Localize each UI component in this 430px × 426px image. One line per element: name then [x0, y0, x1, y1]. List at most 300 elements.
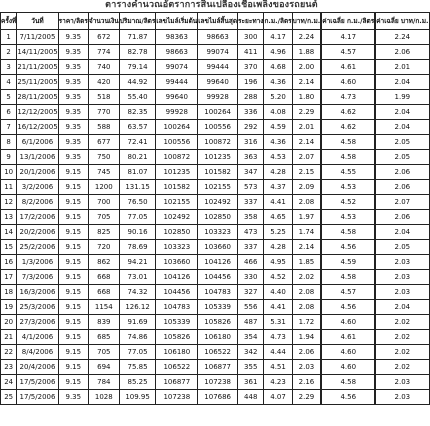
cell-row-no[interactable]: 12 — [1, 195, 17, 210]
cell-baht-per-km[interactable]: 2.01 — [292, 120, 321, 135]
cell-avg-km-per-liter[interactable]: 4.55 — [322, 165, 375, 180]
cell-km-per-liter[interactable]: 4.52 — [264, 270, 292, 285]
cell-date[interactable]: 20/2/2006 — [17, 225, 58, 240]
cell-distance[interactable]: 448 — [238, 390, 264, 405]
cell-mile-start[interactable]: 100264 — [156, 120, 198, 135]
cell-price[interactable]: 9.35 — [58, 60, 88, 75]
cell-mile-end[interactable]: 105826 — [198, 315, 238, 330]
cell-avg-km-per-liter[interactable]: 4.17 — [322, 30, 375, 45]
cell-distance[interactable]: 327 — [238, 285, 264, 300]
cell-avg-baht-per-km[interactable]: 2.06 — [376, 165, 429, 180]
cell-row-no[interactable]: 5 — [1, 90, 17, 105]
cell-amount[interactable]: 705 — [88, 210, 119, 225]
cell-amount[interactable]: 1028 — [88, 390, 119, 405]
cell-km-per-liter[interactable]: 4.53 — [264, 150, 292, 165]
cell-liters[interactable]: 131.15 — [119, 180, 156, 195]
cell-liters[interactable]: 76.50 — [119, 195, 156, 210]
cell-mile-start[interactable]: 98663 — [156, 45, 198, 60]
cell-km-per-liter[interactable]: 4.44 — [264, 345, 292, 360]
cell-liters[interactable]: 90.16 — [119, 225, 156, 240]
cell-mile-end[interactable]: 100556 — [198, 120, 238, 135]
cell-mile-end[interactable]: 106877 — [198, 360, 238, 375]
cell-amount[interactable]: 685 — [88, 330, 119, 345]
cell-avg-baht-per-km[interactable]: 2.05 — [376, 135, 429, 150]
cell-baht-per-km[interactable]: 2.08 — [292, 300, 321, 315]
cell-row-no[interactable]: 9 — [1, 150, 17, 165]
cell-liters[interactable]: 91.69 — [119, 315, 156, 330]
cell-row-no[interactable]: 20 — [1, 315, 17, 330]
cell-amount[interactable]: 1154 — [88, 300, 119, 315]
cell-avg-baht-per-km[interactable]: 1.99 — [376, 90, 429, 105]
cell-km-per-liter[interactable]: 4.41 — [264, 195, 292, 210]
cell-row-no[interactable]: 11 — [1, 180, 17, 195]
cell-avg-km-per-liter[interactable]: 4.58 — [322, 135, 375, 150]
cell-distance[interactable]: 358 — [238, 210, 264, 225]
cell-price[interactable]: 9.15 — [58, 165, 88, 180]
cell-date[interactable]: 7/11/2005 — [17, 30, 58, 45]
cell-row-no[interactable]: 2 — [1, 45, 17, 60]
cell-price[interactable]: 9.35 — [58, 390, 88, 405]
cell-liters[interactable]: 44.92 — [119, 75, 156, 90]
cell-baht-per-km[interactable]: 2.09 — [292, 180, 321, 195]
cell-km-per-liter[interactable]: 4.68 — [264, 60, 292, 75]
cell-km-per-liter[interactable]: 4.95 — [264, 255, 292, 270]
cell-liters[interactable]: 77.05 — [119, 345, 156, 360]
cell-mile-start[interactable]: 106877 — [156, 375, 198, 390]
cell-mile-start[interactable]: 106522 — [156, 360, 198, 375]
cell-price[interactable]: 9.15 — [58, 330, 88, 345]
cell-price[interactable]: 9.15 — [58, 360, 88, 375]
cell-mile-end[interactable]: 100872 — [198, 135, 238, 150]
cell-avg-km-per-liter[interactable]: 4.58 — [322, 375, 375, 390]
cell-mile-start[interactable]: 100872 — [156, 150, 198, 165]
cell-amount[interactable]: 518 — [88, 90, 119, 105]
cell-mile-end[interactable]: 102850 — [198, 210, 238, 225]
cell-date[interactable]: 25/11/2005 — [17, 75, 58, 90]
cell-row-no[interactable]: 3 — [1, 60, 17, 75]
cell-amount[interactable]: 774 — [88, 45, 119, 60]
cell-date[interactable]: 16/3/2006 — [17, 285, 58, 300]
cell-distance[interactable]: 300 — [238, 30, 264, 45]
cell-distance[interactable]: 355 — [238, 360, 264, 375]
cell-row-no[interactable]: 10 — [1, 165, 17, 180]
cell-date[interactable]: 3/2/2006 — [17, 180, 58, 195]
cell-distance[interactable]: 337 — [238, 240, 264, 255]
cell-amount[interactable]: 420 — [88, 75, 119, 90]
cell-liters[interactable]: 73.01 — [119, 270, 156, 285]
cell-amount[interactable]: 839 — [88, 315, 119, 330]
cell-distance[interactable]: 466 — [238, 255, 264, 270]
cell-avg-km-per-liter[interactable]: 4.57 — [322, 45, 375, 60]
cell-km-per-liter[interactable]: 4.17 — [264, 30, 292, 45]
cell-amount[interactable]: 784 — [88, 375, 119, 390]
cell-avg-km-per-liter[interactable]: 4.73 — [322, 90, 375, 105]
cell-avg-baht-per-km[interactable]: 2.04 — [376, 105, 429, 120]
cell-baht-per-km[interactable]: 2.24 — [292, 30, 321, 45]
cell-date[interactable]: 8/4/2006 — [17, 345, 58, 360]
cell-liters[interactable]: 109.95 — [119, 390, 156, 405]
cell-mile-end[interactable]: 99928 — [198, 90, 238, 105]
cell-avg-baht-per-km[interactable]: 2.02 — [376, 315, 429, 330]
cell-price[interactable]: 9.15 — [58, 255, 88, 270]
cell-row-no[interactable]: 19 — [1, 300, 17, 315]
cell-km-per-liter[interactable]: 4.28 — [264, 240, 292, 255]
cell-avg-baht-per-km[interactable]: 2.04 — [376, 120, 429, 135]
cell-distance[interactable]: 196 — [238, 75, 264, 90]
cell-baht-per-km[interactable]: 2.14 — [292, 240, 321, 255]
cell-distance[interactable]: 337 — [238, 195, 264, 210]
cell-price[interactable]: 9.15 — [58, 210, 88, 225]
cell-row-no[interactable]: 25 — [1, 390, 17, 405]
cell-avg-baht-per-km[interactable]: 2.03 — [376, 255, 429, 270]
cell-km-per-liter[interactable]: 4.59 — [264, 120, 292, 135]
cell-date[interactable]: 17/5/2006 — [17, 390, 58, 405]
cell-date[interactable]: 28/11/2005 — [17, 90, 58, 105]
cell-avg-baht-per-km[interactable]: 2.05 — [376, 150, 429, 165]
cell-row-no[interactable]: 22 — [1, 345, 17, 360]
cell-date[interactable]: 20/4/2006 — [17, 360, 58, 375]
cell-distance[interactable]: 336 — [238, 105, 264, 120]
cell-row-no[interactable]: 18 — [1, 285, 17, 300]
cell-mile-start[interactable]: 107238 — [156, 390, 198, 405]
cell-price[interactable]: 9.15 — [58, 225, 88, 240]
cell-km-per-liter[interactable]: 4.41 — [264, 300, 292, 315]
cell-date[interactable]: 17/5/2006 — [17, 375, 58, 390]
cell-mile-start[interactable]: 103660 — [156, 255, 198, 270]
cell-distance[interactable]: 361 — [238, 375, 264, 390]
cell-distance[interactable]: 556 — [238, 300, 264, 315]
cell-amount[interactable]: 750 — [88, 150, 119, 165]
cell-avg-km-per-liter[interactable]: 4.60 — [322, 75, 375, 90]
cell-avg-km-per-liter[interactable]: 4.61 — [322, 330, 375, 345]
cell-mile-end[interactable]: 99444 — [198, 60, 238, 75]
cell-mile-end[interactable]: 103323 — [198, 225, 238, 240]
cell-avg-km-per-liter[interactable]: 4.52 — [322, 195, 375, 210]
cell-distance[interactable]: 347 — [238, 165, 264, 180]
cell-avg-km-per-liter[interactable]: 4.53 — [322, 180, 375, 195]
cell-distance[interactable]: 292 — [238, 120, 264, 135]
cell-mile-end[interactable]: 107238 — [198, 375, 238, 390]
cell-avg-baht-per-km[interactable]: 2.03 — [376, 375, 429, 390]
cell-mile-end[interactable]: 98663 — [198, 30, 238, 45]
cell-avg-km-per-liter[interactable]: 4.56 — [322, 240, 375, 255]
cell-mile-end[interactable]: 104456 — [198, 270, 238, 285]
cell-avg-baht-per-km[interactable]: 2.03 — [376, 390, 429, 405]
cell-mile-end[interactable]: 106522 — [198, 345, 238, 360]
cell-mile-start[interactable]: 99640 — [156, 90, 198, 105]
cell-baht-per-km[interactable]: 1.97 — [292, 210, 321, 225]
cell-date[interactable]: 16/12/2005 — [17, 120, 58, 135]
cell-price[interactable]: 9.15 — [58, 195, 88, 210]
cell-price[interactable]: 9.15 — [58, 315, 88, 330]
cell-baht-per-km[interactable]: 1.74 — [292, 225, 321, 240]
cell-mile-start[interactable]: 105826 — [156, 330, 198, 345]
cell-mile-end[interactable]: 99640 — [198, 75, 238, 90]
cell-price[interactable]: 9.35 — [58, 30, 88, 45]
cell-distance[interactable]: 370 — [238, 60, 264, 75]
cell-avg-baht-per-km[interactable]: 2.01 — [376, 60, 429, 75]
cell-liters[interactable]: 63.57 — [119, 120, 156, 135]
cell-date[interactable]: 13/1/2006 — [17, 150, 58, 165]
cell-amount[interactable]: 745 — [88, 165, 119, 180]
cell-row-no[interactable]: 16 — [1, 255, 17, 270]
cell-avg-km-per-liter[interactable]: 4.56 — [322, 390, 375, 405]
cell-distance[interactable]: 473 — [238, 225, 264, 240]
cell-amount[interactable]: 668 — [88, 285, 119, 300]
cell-amount[interactable]: 672 — [88, 30, 119, 45]
cell-baht-per-km[interactable]: 1.72 — [292, 315, 321, 330]
cell-distance[interactable]: 316 — [238, 135, 264, 150]
cell-mile-start[interactable]: 101582 — [156, 180, 198, 195]
cell-km-per-liter[interactable]: 4.65 — [264, 210, 292, 225]
cell-km-per-liter[interactable]: 4.36 — [264, 75, 292, 90]
cell-avg-baht-per-km[interactable]: 2.02 — [376, 330, 429, 345]
cell-date[interactable]: 27/3/2006 — [17, 315, 58, 330]
cell-mile-start[interactable]: 98363 — [156, 30, 198, 45]
cell-baht-per-km[interactable]: 1.80 — [292, 90, 321, 105]
cell-avg-km-per-liter[interactable]: 4.58 — [322, 270, 375, 285]
cell-mile-end[interactable]: 100264 — [198, 105, 238, 120]
cell-row-no[interactable]: 7 — [1, 120, 17, 135]
cell-km-per-liter[interactable]: 5.25 — [264, 225, 292, 240]
cell-avg-baht-per-km[interactable]: 2.04 — [376, 75, 429, 90]
cell-date[interactable]: 25/3/2006 — [17, 300, 58, 315]
cell-row-no[interactable]: 24 — [1, 375, 17, 390]
cell-mile-end[interactable]: 107686 — [198, 390, 238, 405]
cell-baht-per-km[interactable]: 2.15 — [292, 165, 321, 180]
cell-mile-end[interactable]: 101582 — [198, 165, 238, 180]
cell-distance[interactable]: 288 — [238, 90, 264, 105]
cell-mile-end[interactable]: 104126 — [198, 255, 238, 270]
cell-distance[interactable]: 363 — [238, 150, 264, 165]
cell-distance[interactable]: 342 — [238, 345, 264, 360]
cell-km-per-liter[interactable]: 5.20 — [264, 90, 292, 105]
cell-avg-km-per-liter[interactable]: 4.61 — [322, 60, 375, 75]
cell-liters[interactable]: 80.21 — [119, 150, 156, 165]
cell-avg-baht-per-km[interactable]: 2.07 — [376, 195, 429, 210]
cell-avg-baht-per-km[interactable]: 2.02 — [376, 360, 429, 375]
cell-mile-start[interactable]: 106180 — [156, 345, 198, 360]
cell-date[interactable]: 8/2/2006 — [17, 195, 58, 210]
cell-liters[interactable]: 126.12 — [119, 300, 156, 315]
cell-mile-start[interactable]: 103323 — [156, 240, 198, 255]
cell-baht-per-km[interactable]: 2.06 — [292, 345, 321, 360]
cell-avg-km-per-liter[interactable]: 4.59 — [322, 255, 375, 270]
cell-liters[interactable]: 71.87 — [119, 30, 156, 45]
cell-km-per-liter[interactable]: 4.36 — [264, 135, 292, 150]
cell-avg-baht-per-km[interactable]: 2.06 — [376, 180, 429, 195]
cell-avg-baht-per-km[interactable]: 2.05 — [376, 240, 429, 255]
cell-price[interactable]: 9.35 — [58, 105, 88, 120]
cell-mile-end[interactable]: 104783 — [198, 285, 238, 300]
cell-mile-end[interactable]: 102155 — [198, 180, 238, 195]
cell-distance[interactable]: 330 — [238, 270, 264, 285]
cell-mile-end[interactable]: 103660 — [198, 240, 238, 255]
cell-avg-km-per-liter[interactable]: 4.56 — [322, 300, 375, 315]
cell-mile-end[interactable]: 105339 — [198, 300, 238, 315]
cell-km-per-liter[interactable]: 4.73 — [264, 330, 292, 345]
cell-km-per-liter[interactable]: 4.08 — [264, 105, 292, 120]
cell-avg-km-per-liter[interactable]: 4.57 — [322, 285, 375, 300]
cell-amount[interactable]: 740 — [88, 60, 119, 75]
cell-mile-start[interactable]: 102155 — [156, 195, 198, 210]
cell-mile-start[interactable]: 100556 — [156, 135, 198, 150]
cell-mile-start[interactable]: 102492 — [156, 210, 198, 225]
cell-amount[interactable]: 720 — [88, 240, 119, 255]
cell-date[interactable]: 20/1/2006 — [17, 165, 58, 180]
cell-amount[interactable]: 668 — [88, 270, 119, 285]
cell-distance[interactable]: 354 — [238, 330, 264, 345]
cell-liters[interactable]: 55.40 — [119, 90, 156, 105]
cell-baht-per-km[interactable]: 1.85 — [292, 255, 321, 270]
cell-liters[interactable]: 74.32 — [119, 285, 156, 300]
cell-km-per-liter[interactable]: 4.23 — [264, 375, 292, 390]
cell-liters[interactable]: 74.86 — [119, 330, 156, 345]
cell-amount[interactable]: 705 — [88, 345, 119, 360]
cell-distance[interactable]: 573 — [238, 180, 264, 195]
cell-baht-per-km[interactable]: 2.02 — [292, 270, 321, 285]
cell-date[interactable]: 17/2/2006 — [17, 210, 58, 225]
cell-baht-per-km[interactable]: 2.00 — [292, 60, 321, 75]
cell-baht-per-km[interactable]: 2.08 — [292, 195, 321, 210]
cell-amount[interactable]: 862 — [88, 255, 119, 270]
cell-row-no[interactable]: 14 — [1, 225, 17, 240]
cell-row-no[interactable]: 21 — [1, 330, 17, 345]
cell-price[interactable]: 9.15 — [58, 240, 88, 255]
cell-mile-start[interactable]: 104456 — [156, 285, 198, 300]
cell-avg-km-per-liter[interactable]: 4.62 — [322, 120, 375, 135]
cell-liters[interactable]: 94.21 — [119, 255, 156, 270]
cell-baht-per-km[interactable]: 2.29 — [292, 390, 321, 405]
cell-km-per-liter[interactable]: 4.40 — [264, 285, 292, 300]
cell-liters[interactable]: 82.78 — [119, 45, 156, 60]
cell-price[interactable]: 9.15 — [58, 270, 88, 285]
cell-baht-per-km[interactable]: 1.88 — [292, 45, 321, 60]
cell-liters[interactable]: 77.05 — [119, 210, 156, 225]
cell-km-per-liter[interactable]: 4.96 — [264, 45, 292, 60]
cell-price[interactable]: 9.15 — [58, 300, 88, 315]
cell-liters[interactable]: 78.69 — [119, 240, 156, 255]
cell-avg-baht-per-km[interactable]: 2.06 — [376, 210, 429, 225]
cell-price[interactable]: 9.15 — [58, 180, 88, 195]
cell-liters[interactable]: 75.85 — [119, 360, 156, 375]
cell-price[interactable]: 9.15 — [58, 285, 88, 300]
cell-avg-baht-per-km[interactable]: 2.04 — [376, 225, 429, 240]
cell-amount[interactable]: 1200 — [88, 180, 119, 195]
cell-avg-baht-per-km[interactable]: 2.06 — [376, 45, 429, 60]
cell-avg-baht-per-km[interactable]: 2.24 — [376, 30, 429, 45]
cell-price[interactable]: 9.35 — [58, 90, 88, 105]
cell-row-no[interactable]: 1 — [1, 30, 17, 45]
cell-amount[interactable]: 694 — [88, 360, 119, 375]
cell-avg-km-per-liter[interactable]: 4.60 — [322, 315, 375, 330]
cell-price[interactable]: 9.35 — [58, 45, 88, 60]
cell-mile-end[interactable]: 102492 — [198, 195, 238, 210]
cell-km-per-liter[interactable]: 4.28 — [264, 165, 292, 180]
cell-km-per-liter[interactable]: 4.37 — [264, 180, 292, 195]
cell-date[interactable]: 14/11/2005 — [17, 45, 58, 60]
cell-row-no[interactable]: 13 — [1, 210, 17, 225]
cell-row-no[interactable]: 6 — [1, 105, 17, 120]
cell-liters[interactable]: 82.35 — [119, 105, 156, 120]
cell-amount[interactable]: 588 — [88, 120, 119, 135]
cell-price[interactable]: 9.35 — [58, 75, 88, 90]
cell-price[interactable]: 9.35 — [58, 150, 88, 165]
cell-mile-start[interactable]: 99074 — [156, 60, 198, 75]
cell-amount[interactable]: 677 — [88, 135, 119, 150]
cell-row-no[interactable]: 15 — [1, 240, 17, 255]
cell-date[interactable]: 21/11/2005 — [17, 60, 58, 75]
cell-avg-baht-per-km[interactable]: 2.02 — [376, 345, 429, 360]
cell-row-no[interactable]: 4 — [1, 75, 17, 90]
cell-liters[interactable]: 81.07 — [119, 165, 156, 180]
cell-date[interactable]: 25/2/2006 — [17, 240, 58, 255]
cell-mile-end[interactable]: 106180 — [198, 330, 238, 345]
cell-avg-baht-per-km[interactable]: 2.03 — [376, 270, 429, 285]
cell-row-no[interactable]: 17 — [1, 270, 17, 285]
cell-liters[interactable]: 79.14 — [119, 60, 156, 75]
cell-avg-baht-per-km[interactable]: 2.04 — [376, 300, 429, 315]
cell-km-per-liter[interactable]: 5.31 — [264, 315, 292, 330]
cell-baht-per-km[interactable]: 2.29 — [292, 105, 321, 120]
cell-amount[interactable]: 770 — [88, 105, 119, 120]
cell-mile-start[interactable]: 99928 — [156, 105, 198, 120]
cell-price[interactable]: 9.35 — [58, 120, 88, 135]
cell-mile-end[interactable]: 101235 — [198, 150, 238, 165]
cell-baht-per-km[interactable]: 2.07 — [292, 150, 321, 165]
cell-liters[interactable]: 72.41 — [119, 135, 156, 150]
cell-mile-start[interactable]: 99444 — [156, 75, 198, 90]
cell-baht-per-km[interactable]: 2.14 — [292, 135, 321, 150]
cell-baht-per-km[interactable]: 2.14 — [292, 75, 321, 90]
cell-liters[interactable]: 85.25 — [119, 375, 156, 390]
cell-price[interactable]: 9.35 — [58, 135, 88, 150]
cell-baht-per-km[interactable]: 2.03 — [292, 360, 321, 375]
cell-mile-start[interactable]: 104783 — [156, 300, 198, 315]
cell-baht-per-km[interactable]: 1.94 — [292, 330, 321, 345]
cell-price[interactable]: 9.15 — [58, 375, 88, 390]
cell-km-per-liter[interactable]: 4.51 — [264, 360, 292, 375]
cell-mile-end[interactable]: 99074 — [198, 45, 238, 60]
cell-row-no[interactable]: 8 — [1, 135, 17, 150]
cell-avg-km-per-liter[interactable]: 4.62 — [322, 105, 375, 120]
cell-mile-start[interactable]: 101235 — [156, 165, 198, 180]
cell-avg-baht-per-km[interactable]: 2.03 — [376, 285, 429, 300]
cell-avg-km-per-liter[interactable]: 4.58 — [322, 225, 375, 240]
cell-date[interactable]: 6/1/2006 — [17, 135, 58, 150]
cell-km-per-liter[interactable]: 4.07 — [264, 390, 292, 405]
cell-date[interactable]: 4/1/2006 — [17, 330, 58, 345]
cell-price[interactable]: 9.15 — [58, 345, 88, 360]
cell-avg-km-per-liter[interactable]: 4.53 — [322, 210, 375, 225]
cell-mile-start[interactable]: 105339 — [156, 315, 198, 330]
cell-mile-start[interactable]: 104126 — [156, 270, 198, 285]
cell-avg-km-per-liter[interactable]: 4.60 — [322, 360, 375, 375]
cell-distance[interactable]: 487 — [238, 315, 264, 330]
cell-mile-start[interactable]: 102850 — [156, 225, 198, 240]
cell-date[interactable]: 1/3/2006 — [17, 255, 58, 270]
cell-avg-km-per-liter[interactable]: 4.58 — [322, 150, 375, 165]
cell-amount[interactable]: 700 — [88, 195, 119, 210]
cell-avg-km-per-liter[interactable]: 4.60 — [322, 345, 375, 360]
cell-baht-per-km[interactable]: 2.08 — [292, 285, 321, 300]
cell-date[interactable]: 7/3/2006 — [17, 270, 58, 285]
cell-distance[interactable]: 411 — [238, 45, 264, 60]
cell-date[interactable]: 12/12/2005 — [17, 105, 58, 120]
cell-baht-per-km[interactable]: 2.16 — [292, 375, 321, 390]
cell-row-no[interactable]: 23 — [1, 360, 17, 375]
cell-amount[interactable]: 825 — [88, 225, 119, 240]
